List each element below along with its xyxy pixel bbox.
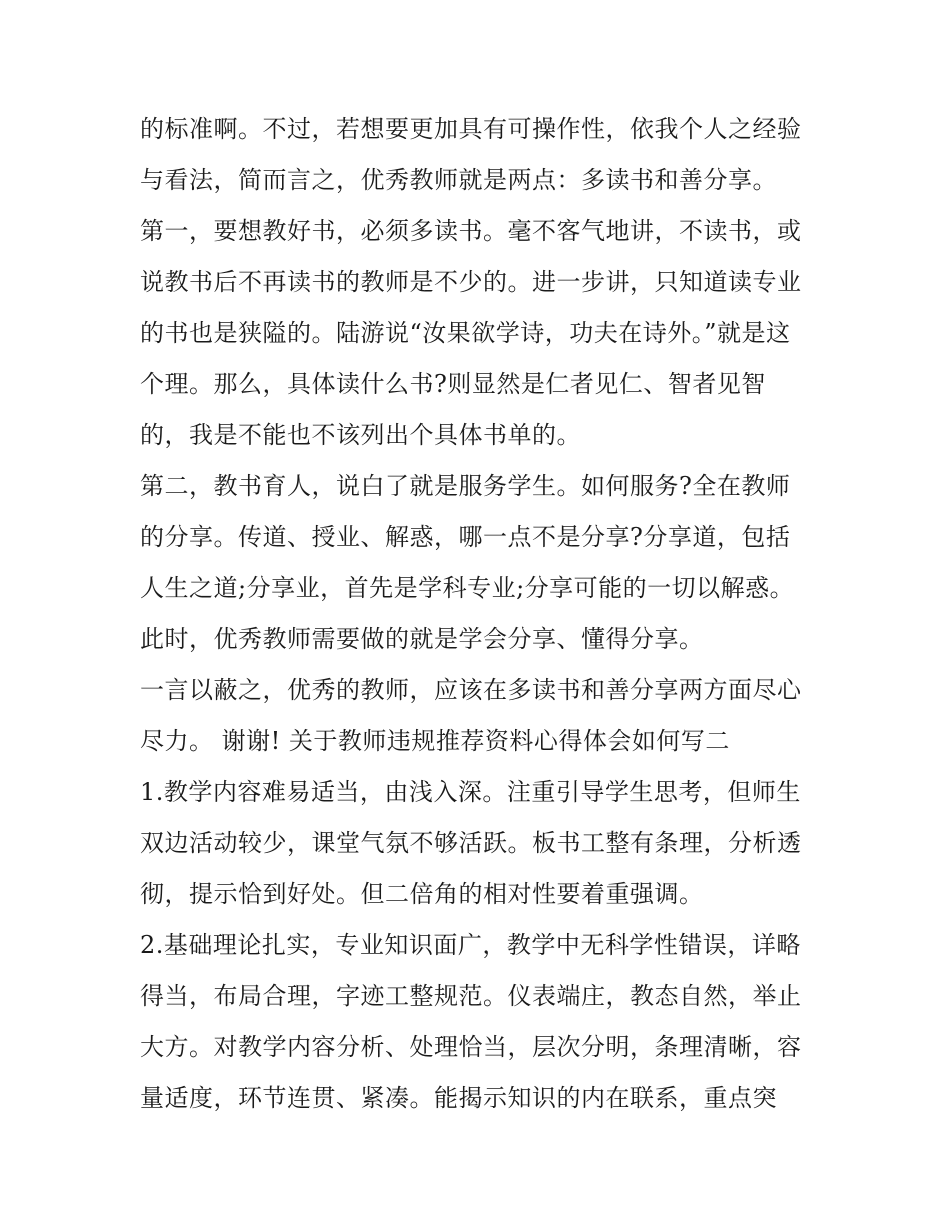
text-line: 的分享。传道、授业、解惑，哪一点不是分享?分享道，包括 — [140, 523, 791, 551]
text-line: 此时，优秀教师需要做的就是学会分享、懂得分享。 — [140, 625, 704, 653]
body-text — [140, 104, 830, 1124]
text-line: 得当，布局合理，字迹工整规范。仪表端庄，教态自然，举止 — [140, 982, 802, 1010]
text-line: 说教书后不再读书的教师是不少的。进一步讲，只知道读专业 — [140, 268, 802, 296]
text-line: 的，我是不能也不该列出个具体书单的。 — [140, 421, 581, 449]
text-line: 彻，提示恰到好处。但二倍角的相对性要着重强调。 — [140, 880, 704, 908]
text-line: 的标准啊。不过，若想要更加具有可操作性，依我个人之经验 — [140, 115, 802, 143]
text-line: 第二，教书育人，说白了就是服务学生。如何服务?全在教师 — [140, 472, 791, 500]
text-line: 2.基础理论扎实，专业知识面广，教学中无科学性错误，详略 — [140, 931, 801, 959]
text-line: 个理。那么，具体读什么书?则显然是仁者见仁、智者见智 — [140, 370, 766, 398]
text-line: 的书也是狭隘的。陆游说“汝果欲学诗，功夫在诗外。”就是这 — [140, 319, 791, 347]
text-line: 量适度，环节连贯、紧凑。能揭示知识的内在联系，重点突 — [140, 1084, 777, 1112]
text-line: 一言以蔽之，优秀的教师，应该在多读书和善分享两方面尽心 — [140, 676, 802, 704]
text-line: 人生之道;分享业，首先是学科专业;分享可能的一切以解惑。 — [140, 574, 795, 602]
text-line: 第一，要想教好书，必须多读书。毫不客气地讲，不读书，或 — [140, 217, 802, 245]
text-line: 双边活动较少，课堂气氛不够活跃。板书工整有条理，分析透 — [140, 829, 802, 857]
text-line: 1.教学内容难易适当，由浅入深。注重引导学生思考，但师生 — [140, 778, 801, 806]
text-line: 大方。对教学内容分析、处理恰当，层次分明，条理清晰，容 — [140, 1033, 802, 1061]
text-line: 与看法，简而言之，优秀教师就是两点：多读书和善分享。 — [140, 166, 777, 194]
text-line: 尽力。 谢谢! 关于教师违规推荐资料心得体会如何写二 — [140, 727, 730, 755]
